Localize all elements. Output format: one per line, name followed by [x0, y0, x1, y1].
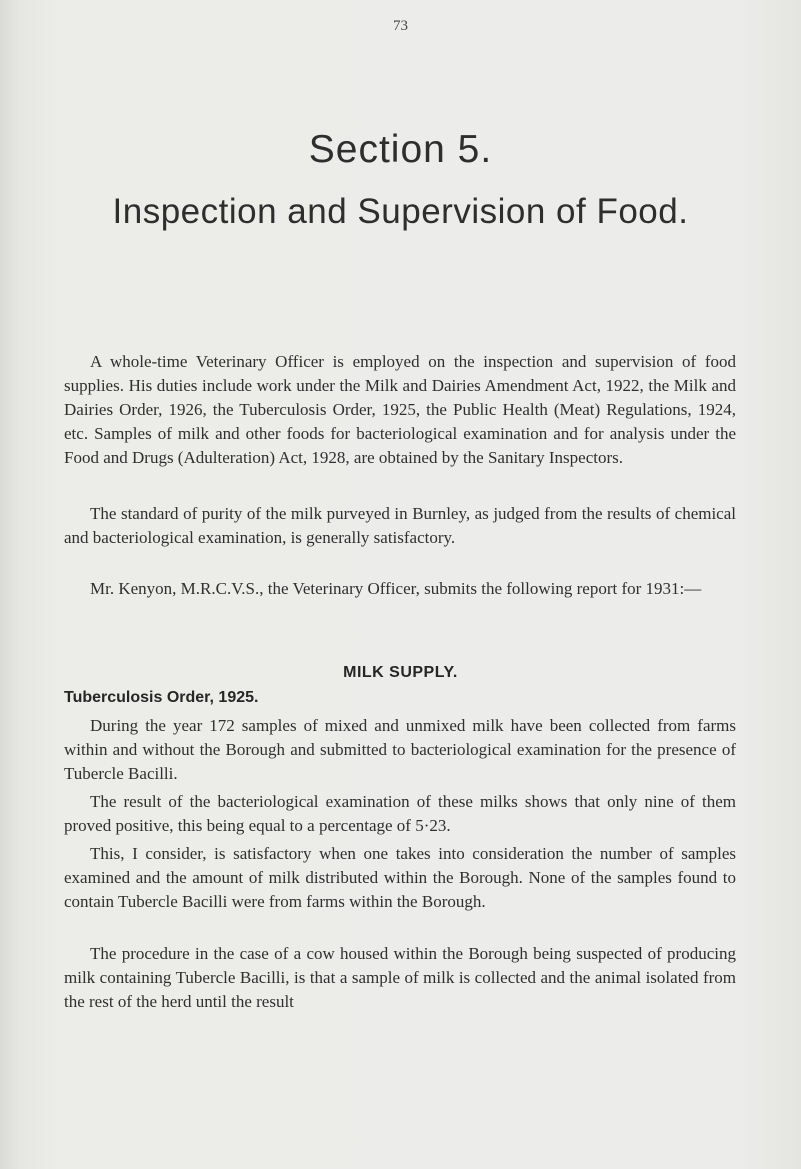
- tuberculosis-order-heading: Tuberculosis Order, 1925.: [64, 689, 259, 706]
- paragraph-standard: The standard of purity of the milk purveyed in Burnley, as judged from the results of chemical and bacteriological examination, is generally satisfactory.: [64, 504, 736, 547]
- paragraph-result: The result of the bacteriological examination of these milks shows that only nine of them proved positive, this being equal to a percentage of 5·23.: [64, 792, 736, 835]
- page-number: 73: [393, 18, 408, 34]
- paragraph-report-intro: Mr. Kenyon, M.R.C.V.S., the Veterinary Officer, submits the following report for 1931:—: [90, 579, 702, 598]
- section-subtitle: Inspection and Supervision of Food.: [112, 192, 689, 231]
- paragraph-procedure: The procedure in the case of a cow housed within the Borough being suspected of producing milk containing Tubercle Bacilli, is that a sample of milk is collected and the animal isolated from the rest of the herd until the result: [64, 944, 736, 1011]
- milk-supply-heading: MILK SUPPLY.: [343, 664, 458, 681]
- paragraph-consider: This, I consider, is satisfactory when one takes into consideration the number of samples examined and the amount of milk distributed within the Borough. None of the samples found to contain Tubercle Bacilli were from farms within the Borough.: [64, 844, 736, 911]
- paragraph-intro: A whole-time Veterinary Officer is employed on the inspection and supervision of food supplies. His duties include work under the Milk and Dairies Amendment Act, 1922, the Milk and Dairies Order, 1926, the Tuberculosis Order, 1925, the Public Health (Meat) Regulations, 1924, etc. Samples of milk and other foods for bacteriological examination and for analysis under the Food and Drugs (Adulteration) Act, 1928, are obtained by the Sanitary Inspectors.: [64, 352, 736, 467]
- section-title: Section 5.: [308, 128, 493, 171]
- paragraph-samples: During the year 172 samples of mixed and unmixed milk have been collected from farms within and without the Borough and submitted to bacteriological examination for the presence of Tubercle Bacilli.: [64, 716, 736, 783]
